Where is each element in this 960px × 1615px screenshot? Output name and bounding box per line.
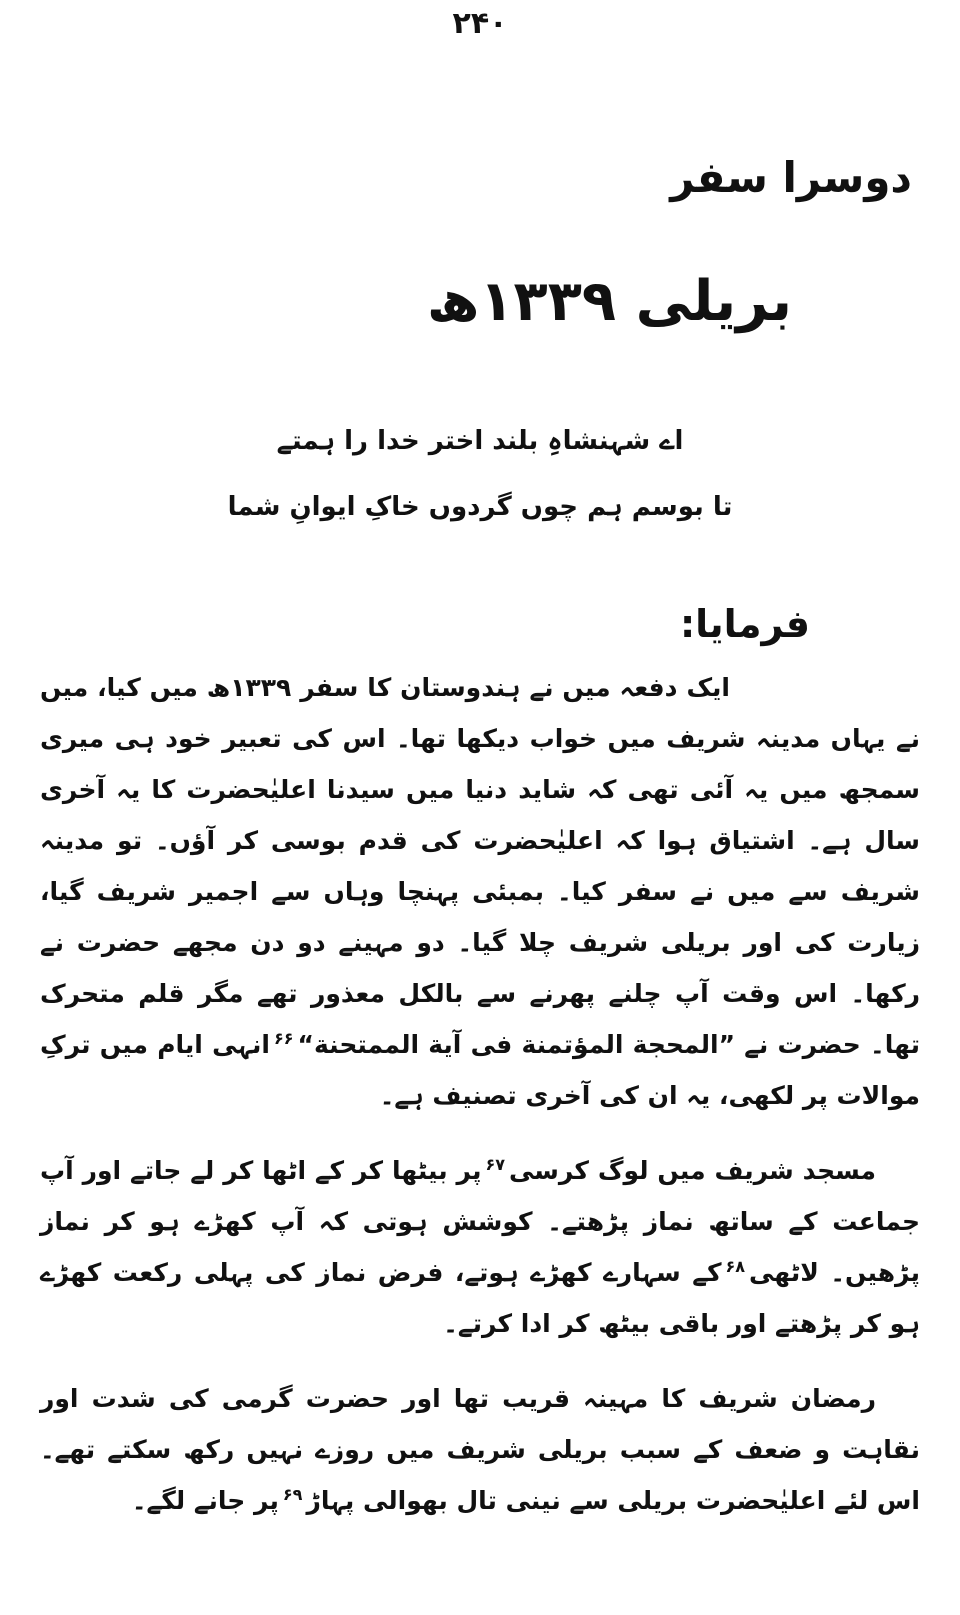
paragraph-2-text-cont-2: کے سہارے کھڑے ہوتے، فرض نماز کی پہلی رکعت کھڑے ہو کر پڑھتے اور باقی بیٹھ کر ادا کرتے۔ bbox=[40, 1258, 920, 1338]
paragraph-1-text: ایک دفعہ میں نے ہندوستان کا سفر ۱۳۳۹ھ میں کیا، میں نے یہاں مدینہ شریف میں خواب دیکھا تھا۔ اس کی تعبیر خود ہی میری سمجھ میں یہ آئی تھی کہ شاید دنیا میں سیدنا اعلیٰحضرت کا یہ آخری سال ہے۔ اشتیاق ہوا کہ اعلیٰحضرت کی قدم بوسی کر آؤں۔ تو مدینہ شریف سے میں نے سفر کیا۔ بمبئی پہنچا وہاں سے اجمیر شریف گیا، زیارت کی اور بریلی شریف چلا گیا۔ دو مہینے دو دن مجھے حضرت نے رکھا۔ اس وقت آپ چلنے پھرنے سے بالکل معذور تھے مگر قلم متحرک تھا۔ حضرت نے ”المحجة المؤتمنة فی آیة الممتحنة“ bbox=[40, 673, 920, 1059]
paragraph-3-text: رمضان شریف کا مہینہ قریب تھا اور حضرت گرمی کی شدت اور نقاہت و ضعف کے سبب بریلی شریف میں روزے نہیں رکھ سکتے تھے۔ اس لئے اعلیٰحضرت بریلی سے نینی تال بھوالی پہاڑ bbox=[40, 1384, 920, 1515]
couplet-line-2: تا بوسم ہم چوں گردوں خاکِ ایوانِ شما bbox=[227, 492, 733, 522]
body-text bbox=[40, 662, 920, 1550]
paragraph-2 bbox=[40, 1145, 920, 1349]
footnote-marker-69: ۶۹ bbox=[282, 1484, 303, 1504]
paragraph-3 bbox=[40, 1373, 920, 1526]
couplet bbox=[0, 408, 960, 540]
paragraph-2-text: مسجد شریف میں لوگ کرسی bbox=[509, 1156, 877, 1185]
footnote-marker-68: ۶۸ bbox=[725, 1256, 746, 1276]
paragraph-2-text-cont: پر بیٹھا کر کے اٹھا کر لے جاتے اور آپ جماعت کے ساتھ نماز پڑھتے۔ کوشش ہوتی کہ آپ کھڑے ہو کر نماز پڑھیں۔ لاٹھی bbox=[40, 1156, 920, 1287]
chapter-label: دوسرا سفر bbox=[670, 153, 912, 202]
paragraph-3-text-cont: پر جانے لگے۔ bbox=[131, 1486, 279, 1515]
paragraph-1 bbox=[40, 662, 920, 1121]
section-label: فرمایا: bbox=[679, 602, 810, 646]
couplet-line-1: اے شہنشاہِ بلند اختر خدا را ہمتے bbox=[276, 426, 684, 456]
main-heading: بریلی ۱۳۳۹ھ bbox=[426, 269, 792, 334]
paragraph-1-text-cont: انہی ایام میں ترکِ موالات پر لکھی، یہ ان کی آخری تصنیف ہے۔ bbox=[40, 1030, 920, 1110]
footnote-marker-66: ۶۶ bbox=[274, 1028, 294, 1048]
footnote-marker-67: ۶۷ bbox=[485, 1154, 505, 1174]
page-number: ۲۴۰ bbox=[452, 6, 508, 41]
